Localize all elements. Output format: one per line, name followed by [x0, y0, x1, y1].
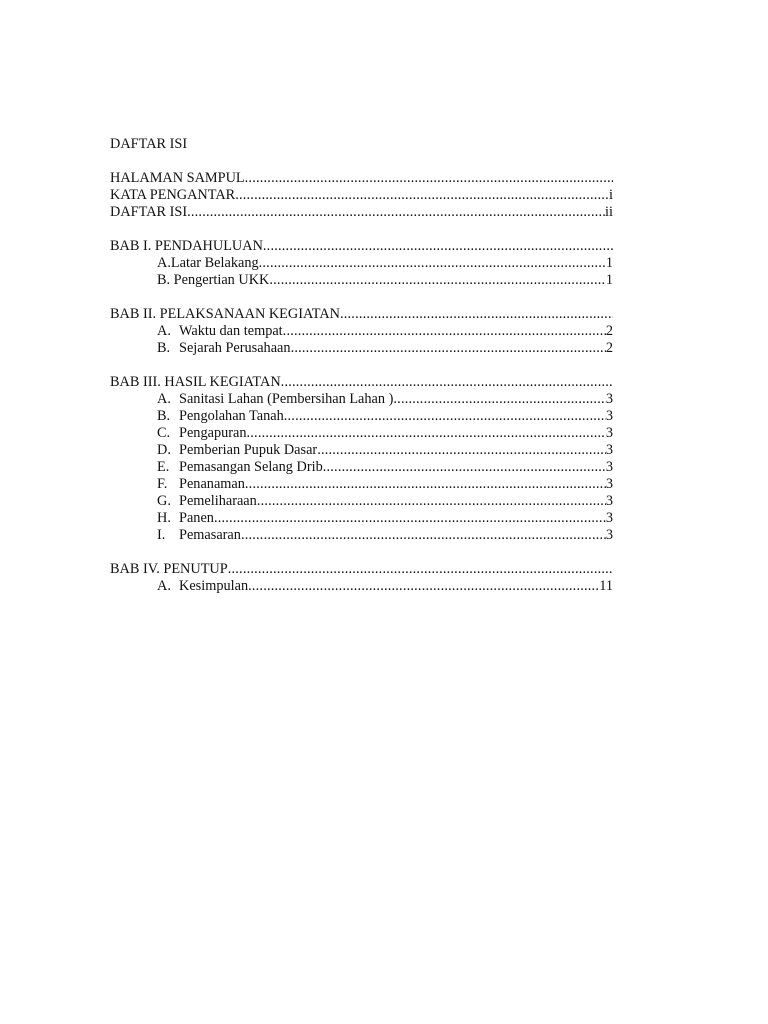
- toc-entry-label: DAFTAR ISI: [110, 204, 188, 220]
- table-of-contents: [110, 136, 613, 612]
- chapter-heading: [110, 374, 613, 391]
- chapter-heading-label: BAB III. HASIL KEGIATAN: [110, 374, 281, 390]
- dot-leader: [317, 442, 606, 459]
- dot-leader: [245, 170, 613, 187]
- toc-sub-entry: [110, 340, 613, 357]
- list-marker: C.: [157, 425, 171, 441]
- dot-leader: [263, 238, 613, 255]
- toc-page-number: 3: [605, 493, 613, 509]
- toc-sub-entry-label: Pemasangan Selang Drib: [179, 459, 323, 475]
- dot-leader: [187, 204, 605, 221]
- toc-sub-entry: [110, 527, 613, 544]
- dot-leader: [248, 578, 599, 595]
- toc-sub-entry: [110, 578, 613, 595]
- list-marker: G.: [157, 493, 171, 509]
- toc-sub-entry: [110, 442, 613, 459]
- dot-leader: [257, 493, 606, 510]
- toc-page-number: 3: [605, 527, 613, 543]
- dot-leader: [259, 255, 606, 272]
- chapter-heading-label: BAB I. PENDAHULUAN: [110, 238, 263, 254]
- chapter-group: [110, 306, 613, 357]
- dot-leader: [323, 459, 606, 476]
- list-marker: A.: [157, 391, 171, 407]
- dot-leader: [340, 306, 613, 323]
- chapter-heading: [110, 238, 613, 255]
- dot-leader: [235, 187, 609, 204]
- list-marker: D.: [157, 442, 171, 458]
- list-marker: B.: [157, 340, 171, 356]
- toc-sub-entry: [110, 272, 613, 289]
- toc-page-number: 3: [605, 442, 613, 458]
- toc-page-number: i: [609, 187, 613, 203]
- toc-page-number: 1: [605, 255, 613, 271]
- toc-sub-entry: [110, 408, 613, 425]
- toc-entry-kata-pengantar: [110, 187, 613, 204]
- dot-leader: [247, 425, 606, 442]
- list-marker: I.: [157, 527, 166, 543]
- toc-page-number: 3: [605, 459, 613, 475]
- toc-page-number: 2: [605, 340, 613, 356]
- toc-sub-entry-label: Pengolahan Tanah: [179, 408, 284, 424]
- toc-page-number: ii: [605, 204, 613, 220]
- toc-entry-halaman-sampul: [110, 170, 613, 187]
- toc-sub-entry-label: A.Latar Belakang: [157, 255, 259, 271]
- toc-entry-daftar-isi: [110, 204, 613, 221]
- list-marker: A.: [157, 323, 171, 339]
- list-marker: E.: [157, 459, 170, 475]
- front-matter-list: [110, 170, 613, 221]
- chapter-list: [110, 238, 613, 595]
- dot-leader: [281, 374, 613, 391]
- toc-sub-entry-label: Panen: [179, 510, 214, 526]
- chapter-heading-label: BAB II. PELAKSANAAN KEGIATAN: [110, 306, 340, 322]
- list-marker: B.: [157, 408, 171, 424]
- chapter-group: [110, 238, 613, 289]
- toc-page-number: 3: [605, 510, 613, 526]
- dot-leader: [228, 561, 613, 578]
- toc-sub-entry: [110, 459, 613, 476]
- dot-leader: [283, 323, 606, 340]
- toc-entry-label: HALAMAN SAMPUL: [110, 170, 245, 186]
- toc-sub-entry-label: Waktu dan tempat: [179, 323, 283, 339]
- dot-leader: [269, 272, 605, 289]
- toc-sub-entry: [110, 255, 613, 272]
- list-marker: A.: [157, 578, 171, 594]
- toc-sub-entry: [110, 391, 613, 408]
- toc-sub-entry: [110, 476, 613, 493]
- toc-sub-entry-label: Pemeliharaan: [179, 493, 257, 509]
- chapter-heading: [110, 306, 613, 323]
- toc-sub-entry: [110, 425, 613, 442]
- toc-page-number: 2: [605, 323, 613, 339]
- dot-leader: [291, 340, 606, 357]
- document-title: DAFTAR ISI: [110, 136, 188, 152]
- chapter-heading-label: BAB IV. PENUTUP: [110, 561, 228, 577]
- toc-sub-entry: [110, 323, 613, 340]
- toc-sub-entry-label: Pemberian Pupuk Dasar: [179, 442, 318, 458]
- toc-sub-entry-label: Penanaman: [179, 476, 245, 492]
- toc-sub-entry-label: Sanitasi Lahan (Pembersihan Lahan ): [179, 391, 394, 407]
- toc-sub-entry: [110, 510, 613, 527]
- dot-leader: [393, 391, 605, 408]
- toc-sub-entry-label: Pengapuran: [179, 425, 247, 441]
- chapter-group: [110, 374, 613, 544]
- toc-page-number: 3: [605, 391, 613, 407]
- toc-sub-entry: [110, 493, 613, 510]
- toc-page-number: 11: [599, 578, 613, 594]
- toc-page-number: 3: [605, 476, 613, 492]
- toc-page-number: 3: [605, 425, 613, 441]
- toc-page-number: 1: [605, 272, 613, 288]
- toc-sub-entry-label: B. Pengertian UKK: [157, 272, 270, 288]
- toc-sub-entry-label: Kesimpulan: [179, 578, 249, 594]
- toc-page-number: 3: [605, 408, 613, 424]
- dot-leader: [245, 476, 606, 493]
- toc-sub-entry-label: Sejarah Perusahaan: [179, 340, 291, 356]
- list-marker: H.: [157, 510, 171, 526]
- dot-leader: [241, 527, 606, 544]
- dot-leader: [284, 408, 606, 425]
- dot-leader: [214, 510, 606, 527]
- toc-entry-label: KATA PENGANTAR: [110, 187, 236, 203]
- toc-sub-entry-label: Pemasaran: [179, 527, 241, 543]
- chapter-heading: [110, 561, 613, 578]
- list-marker: F.: [157, 476, 168, 492]
- chapter-group: [110, 561, 613, 595]
